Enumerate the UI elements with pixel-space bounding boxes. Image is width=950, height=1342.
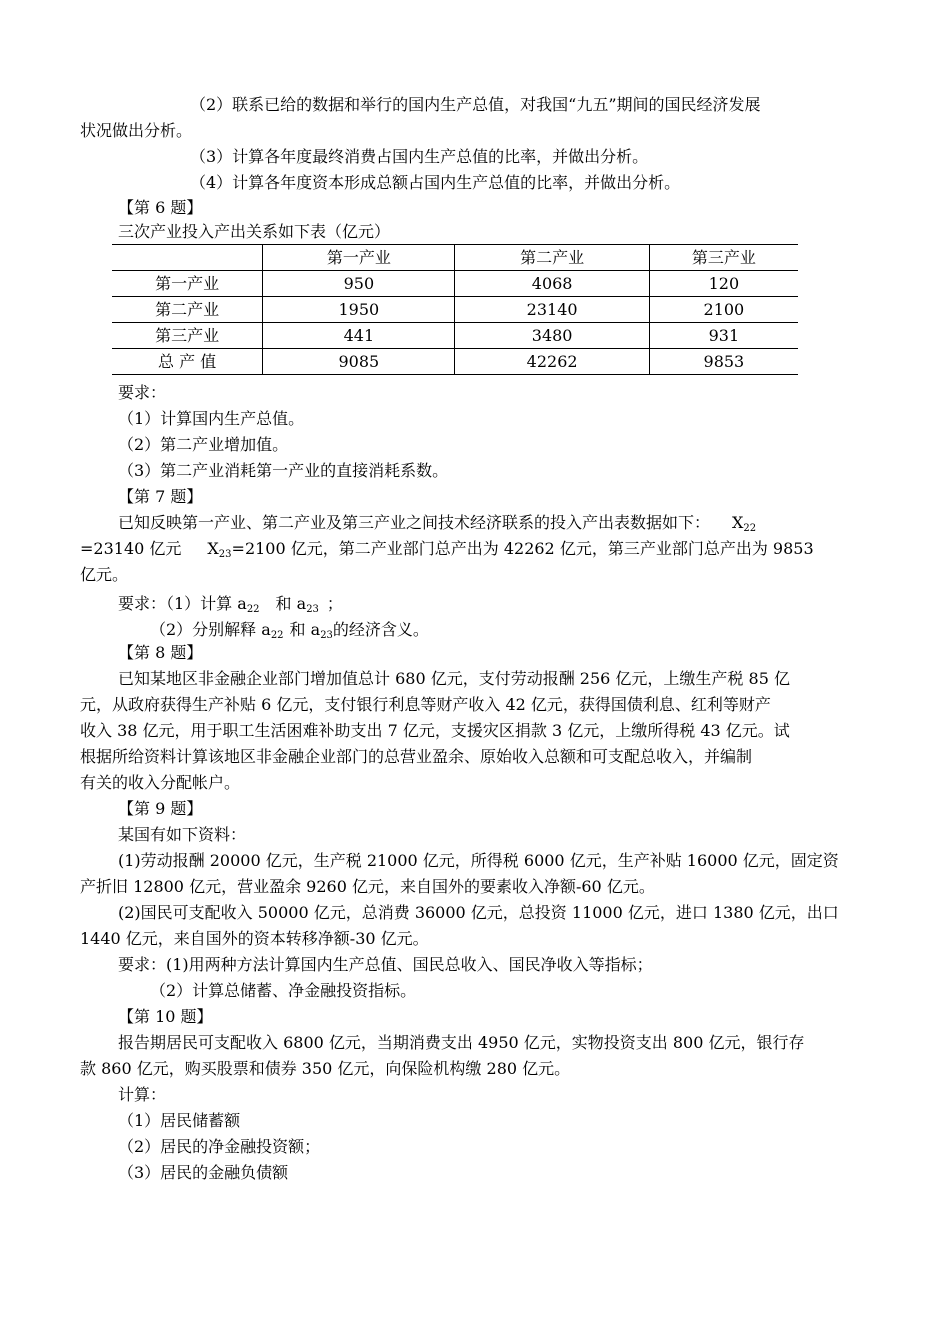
text-run: X xyxy=(732,513,744,532)
paragraph-line: 产折旧 12800 亿元，营业盈余 9260 亿元，来自国外的要素收入净额-60 亿元。 xyxy=(80,877,655,896)
paragraph-line: 收入 38 亿元，用于职工生活困难补助支出 7 亿元，支援灾区捐款 3 亿元，上缴所得税 43 亿元。试 xyxy=(80,721,790,740)
requirement-item: （2）居民的净金融投资额； xyxy=(118,1137,321,1156)
table-cell: 1950 xyxy=(263,297,455,323)
table-header-row xyxy=(112,245,798,271)
requirement-item: （3）第二产业消耗第一产业的直接消耗系数。 xyxy=(118,461,449,480)
paragraph-line: 报告期居民可支配收入 6800 亿元，当期消费支出 4950 亿元，实物投资支出 800 亿元，银行存 xyxy=(118,1033,805,1052)
paragraph-line: 已知某地区非金融企业部门增加值总计 680 亿元，支付劳动报酬 256 亿元，上缴生产税 85 亿 xyxy=(118,669,790,688)
requirement-label: 计算： xyxy=(118,1085,167,1104)
table-cell: 3480 xyxy=(455,323,649,349)
text-run: 的经济含义。 xyxy=(332,620,429,639)
paragraph-line: 根据所给资料计算该地区非金融企业部门的总营业盈余、原始收入总额和可支配总收入，并编制 xyxy=(80,747,753,766)
table-cell: 总 产 值 xyxy=(112,349,263,375)
table-header-cell xyxy=(112,245,263,271)
table-header-cell: 第一产业 xyxy=(263,245,455,271)
table-cell: 950 xyxy=(263,271,455,297)
table-cell: 931 xyxy=(649,323,798,349)
text-run: X xyxy=(207,539,219,558)
question-heading: 【第 10 题】 xyxy=(118,1007,213,1026)
table-cell: 9853 xyxy=(649,349,798,375)
table-cell: 42262 xyxy=(455,349,649,375)
table-row xyxy=(112,349,798,375)
table-header-cell: 第三产业 xyxy=(649,245,798,271)
paragraph-line: 亿元。 xyxy=(80,565,129,584)
text-run: 和 a xyxy=(275,594,307,613)
text-run: 和 a xyxy=(289,620,321,639)
question-heading: 【第 9 题】 xyxy=(118,799,203,818)
paragraph-line: 某国有如下资料： xyxy=(118,825,247,844)
table-row xyxy=(112,297,798,323)
text-run: 要求：（1）计算 a xyxy=(118,594,247,613)
question-heading: 【第 8 题】 xyxy=(118,643,203,662)
subscript: 23 xyxy=(320,630,333,641)
paragraph-line: （2）联系已给的数据和举行的国内生产总值，对我国“九五”期间的国民经济发展 xyxy=(190,95,761,114)
subscript: 23 xyxy=(306,604,319,615)
table-cell: 第三产业 xyxy=(112,323,263,349)
table-cell: 2100 xyxy=(649,297,798,323)
requirement-label: 要求： xyxy=(118,383,167,402)
paragraph-line: (1)劳动报酬 20000 亿元，生产税 21000 亿元，所得税 6000 亿元，生产补贴 16000 亿元，固定资 xyxy=(118,851,839,870)
subscript: 22 xyxy=(743,523,757,534)
paragraph-line: 1440 亿元，来自国外的资本转移净额-30 亿元。 xyxy=(80,929,429,948)
table-cell: 4068 xyxy=(455,271,649,297)
requirement-item: （1）居民储蓄额 xyxy=(118,1111,241,1130)
text-run: 已知反映第一产业、第二产业及第三产业之间技术经济联系的投入产出表数据如下： xyxy=(118,513,711,532)
table-cell: 第一产业 xyxy=(112,271,263,297)
requirement-item: （3）居民的金融负债额 xyxy=(118,1163,289,1182)
paragraph-line: 状况做出分析。 xyxy=(80,121,193,140)
paragraph-line: 款 860 亿元，购买股票和债券 350 亿元，向保险机构缴 280 亿元。 xyxy=(80,1059,571,1078)
text-run: （2）分别解释 a xyxy=(150,620,271,639)
table-row xyxy=(112,271,798,297)
requirement-line: （2）计算总储蓄、净金融投资指标。 xyxy=(150,981,417,1000)
table-cell: 第二产业 xyxy=(112,297,263,323)
table-header-cell: 第二产业 xyxy=(455,245,649,271)
paragraph-line: 有关的收入分配帐户。 xyxy=(80,773,241,792)
requirement-item: （1）计算国内生产总值。 xyxy=(118,409,305,428)
table-cell: 9085 xyxy=(263,349,455,375)
subscript: 23 xyxy=(218,549,232,560)
subscript: 22 xyxy=(246,604,260,615)
text-run: =23140 亿元 xyxy=(80,539,182,558)
subscript: 22 xyxy=(270,630,284,641)
input-output-table xyxy=(112,244,798,375)
requirement-item: （2）第二产业增加值。 xyxy=(118,435,289,454)
paragraph-line: （3）计算各年度最终消费占国内生产总值的比率，并做出分析。 xyxy=(190,147,649,166)
paragraph-line: 元，从政府获得生产补贴 6 亿元，支付银行利息等财产收入 42 亿元，获得国债利息、红利等财产 xyxy=(80,695,771,714)
paragraph-line: (2)国民可支配收入 50000 亿元，总消费 36000 亿元，总投资 11000 亿元，进口 1380 亿元，出口 xyxy=(118,903,839,922)
text-run: =2100 亿元，第二产业部门总产出为 42262 亿元，第三产业部门总产出为 9853 xyxy=(231,539,814,558)
requirement-line: 要求：(1)用两种方法计算国内生产总值、国民总收入、国民净收入等指标； xyxy=(118,955,653,974)
table-caption: 三次产业投入产出关系如下表（亿元） xyxy=(118,222,391,241)
table-cell: 441 xyxy=(263,323,455,349)
table-cell: 120 xyxy=(649,271,798,297)
table-cell: 23140 xyxy=(455,297,649,323)
paragraph-line: （4）计算各年度资本形成总额占国内生产总值的比率，并做出分析。 xyxy=(190,173,681,192)
table-row xyxy=(112,323,798,349)
question-heading: 【第 6 题】 xyxy=(118,198,203,217)
question-heading: 【第 7 题】 xyxy=(118,487,203,506)
text-run: ； xyxy=(326,594,343,613)
